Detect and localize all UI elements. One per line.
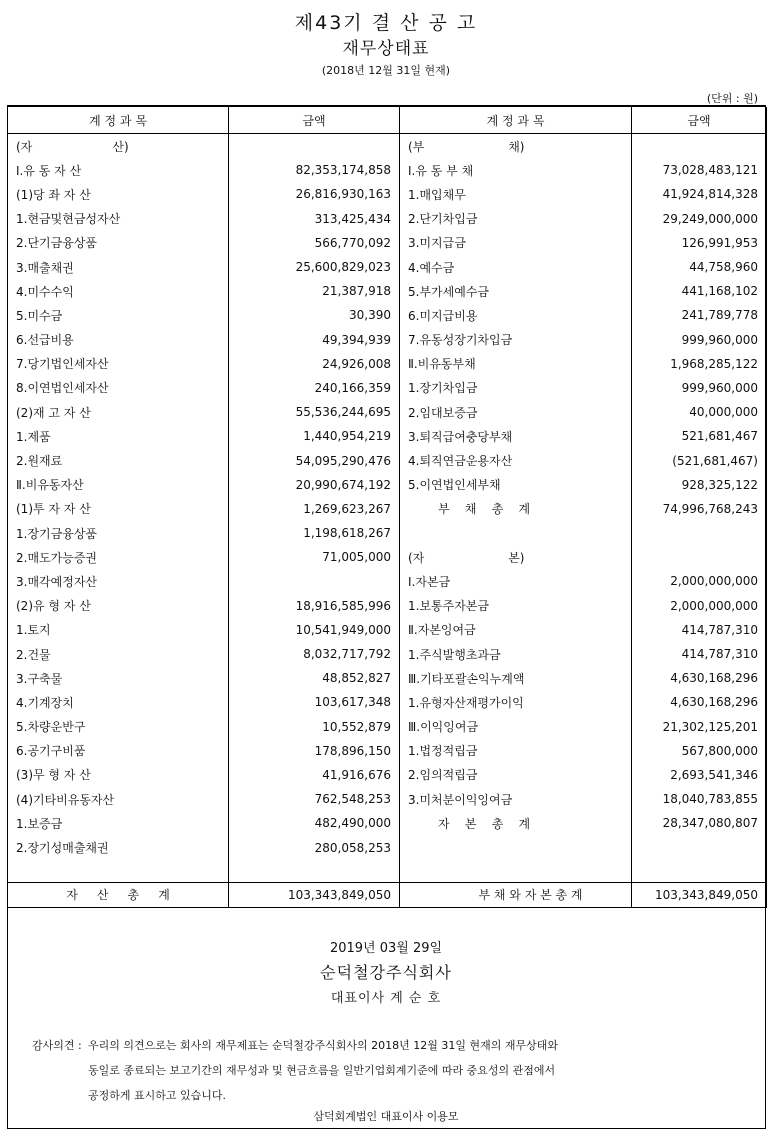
audit-opinion-line: 우리의 의견으로는 회사의 재무제표는 순덕철강주식회사의 2018년 12월 31일 현재의 재무상태와: [88, 1039, 558, 1052]
asset-account: (1)당 좌 자 산: [8, 182, 229, 206]
table-row: [8, 255, 767, 279]
asset-amount: 1,440,954,219: [229, 424, 400, 448]
asset-account: 5.차량운반구: [8, 715, 229, 739]
statement-title: 재무상태표: [342, 39, 430, 59]
asset-amount: 21,387,918: [229, 279, 400, 303]
table-row: [8, 182, 767, 206]
liability-account: Ⅰ.자본금: [400, 569, 632, 593]
asset-account: 1.장기금융상품: [8, 521, 229, 545]
table-row: [8, 352, 767, 376]
liability-account: (자 본): [400, 545, 632, 569]
liability-amount: 928,325,122: [632, 473, 767, 497]
liability-account: 3.미처분이익잉여금: [400, 787, 632, 811]
asset-amount: 280,058,253: [229, 835, 400, 859]
liability-amount: (521,681,467): [632, 448, 767, 472]
table-row: [8, 400, 767, 424]
liability-account: 1.법정적립금: [400, 739, 632, 763]
table-row: [8, 134, 767, 159]
liability-amount: 521,681,467: [632, 424, 767, 448]
table-row: [8, 303, 767, 327]
liability-account: 1.주식발행초과금: [400, 642, 632, 666]
table-row: [8, 666, 767, 690]
asset-amount: 240,166,359: [229, 376, 400, 400]
table-row: [8, 618, 767, 642]
table-row: [8, 690, 767, 714]
asset-account: 자 산 총 계: [8, 882, 229, 907]
asset-amount: 103,617,348: [229, 690, 400, 714]
asset-amount: 49,394,939: [229, 328, 400, 352]
liability-amount: [632, 545, 767, 569]
liability-amount: 1,968,285,122: [632, 352, 767, 376]
table-row: [8, 158, 767, 182]
header-amount-assets: 금액: [229, 107, 400, 134]
asset-account: 2.장기성매출채권: [8, 835, 229, 859]
empty-cell: [8, 860, 229, 883]
table-spacer-row: [8, 860, 767, 883]
empty-cell: [632, 860, 767, 883]
liability-account: 1.보통주자본금: [400, 594, 632, 618]
asset-amount: 10,541,949,000: [229, 618, 400, 642]
asset-account: 4.미수수익: [8, 279, 229, 303]
ceo-name: 대표이사 계 순 호: [330, 991, 442, 1006]
asset-account: 1.토지: [8, 618, 229, 642]
audit-opinion-line: 공정하게 표시하고 있습니다.: [88, 1089, 227, 1102]
liability-amount: [632, 521, 767, 545]
asset-account: 1.보증금: [8, 811, 229, 835]
liability-amount: 2,693,541,346: [632, 763, 767, 787]
asset-account: (4)기타비유동자산: [8, 787, 229, 811]
liability-amount: 999,960,000: [632, 328, 767, 352]
asset-account: 5.미수금: [8, 303, 229, 327]
liability-account: 자 본 총 계: [400, 811, 632, 835]
liability-amount: 29,249,000,000: [632, 207, 767, 231]
asset-amount: 30,390: [229, 303, 400, 327]
liability-amount: 40,000,000: [632, 400, 767, 424]
asset-amount: 18,916,585,996: [229, 594, 400, 618]
asset-amount: 48,852,827: [229, 666, 400, 690]
asset-account: 2.원재료: [8, 448, 229, 472]
asset-amount: 10,552,879: [229, 715, 400, 739]
liability-amount: 414,787,310: [632, 618, 767, 642]
asset-amount: 313,425,434: [229, 207, 400, 231]
table-row: [8, 835, 767, 859]
asset-account: 4.기계장치: [8, 690, 229, 714]
liability-amount: [632, 134, 767, 159]
totals-row: [8, 882, 767, 907]
liability-account: 2.임의적립금: [400, 763, 632, 787]
header-account-liabilities: 계 정 과 목: [400, 107, 632, 134]
liability-account: [400, 835, 632, 859]
asset-amount: 54,095,290,476: [229, 448, 400, 472]
asset-amount: [229, 134, 400, 159]
asset-amount: 482,490,000: [229, 811, 400, 835]
table-row: [8, 424, 767, 448]
audit-opinion-label: 감사의견 :: [32, 1039, 82, 1052]
header-amount-liabilities: 금액: [632, 107, 767, 134]
table-row: [8, 328, 767, 352]
asset-account: Ⅰ.유 동 자 산: [8, 158, 229, 182]
unit-label: (단위 : 원): [706, 92, 758, 105]
liability-account: Ⅲ.기타포괄손익누계액: [400, 666, 632, 690]
asset-account: (2)유 형 자 산: [8, 594, 229, 618]
asset-account: Ⅱ.비유동자산: [8, 473, 229, 497]
liability-amount: 21,302,125,201: [632, 715, 767, 739]
liability-amount: 567,800,000: [632, 739, 767, 763]
liability-account: 3.미지급금: [400, 231, 632, 255]
asset-amount: 41,916,676: [229, 763, 400, 787]
balance-sheet-table: [7, 107, 767, 908]
liability-amount: 2,000,000,000: [632, 594, 767, 618]
liability-amount: 28,347,080,807: [632, 811, 767, 835]
liability-amount: 103,343,849,050: [632, 882, 767, 907]
table-row: [8, 715, 767, 739]
table-row: [8, 376, 767, 400]
asset-account: 1.현금및현금성자산: [8, 207, 229, 231]
liability-amount: 414,787,310: [632, 642, 767, 666]
asset-account: 3.매각예정자산: [8, 569, 229, 593]
empty-cell: [400, 860, 632, 883]
audit-opinion-line: 동일로 종료되는 보고기간의 재무성과 및 현금흐름을 일반기업회계기준에 따라 중요성의 관점에서: [88, 1064, 556, 1077]
liability-amount: 4,630,168,296: [632, 690, 767, 714]
liability-account: 5.이연법인세부채: [400, 473, 632, 497]
liability-amount: 4,630,168,296: [632, 666, 767, 690]
table-row: [8, 521, 767, 545]
asset-amount: 1,198,618,267: [229, 521, 400, 545]
liability-account: 7.유동성장기차입금: [400, 328, 632, 352]
asset-amount: 55,536,244,695: [229, 400, 400, 424]
table-row: [8, 545, 767, 569]
as-of-date: (2018년 12월 31일 현재): [321, 64, 451, 77]
liability-account: 4.예수금: [400, 255, 632, 279]
liability-amount: 44,758,960: [632, 255, 767, 279]
announcement-date: 2019년 03월 29일: [329, 941, 443, 956]
liability-amount: 241,789,778: [632, 303, 767, 327]
liability-amount: 441,168,102: [632, 279, 767, 303]
liability-account: 6.미지급비용: [400, 303, 632, 327]
asset-amount: 82,353,174,858: [229, 158, 400, 182]
liability-amount: 73,028,483,121: [632, 158, 767, 182]
table-row: [8, 448, 767, 472]
table-row: [8, 569, 767, 593]
asset-amount: 103,343,849,050: [229, 882, 400, 907]
liability-account: 부 채 와 자 본 총 계: [400, 882, 632, 907]
liability-account: 1.유형자산재평가이익: [400, 690, 632, 714]
asset-account: 1.제품: [8, 424, 229, 448]
asset-account: 3.구축물: [8, 666, 229, 690]
asset-amount: 25,600,829,023: [229, 255, 400, 279]
asset-account: 2.건물: [8, 642, 229, 666]
liability-account: 5.부가세예수금: [400, 279, 632, 303]
liability-amount: 74,996,768,243: [632, 497, 767, 521]
header-account-assets: 계 정 과 목: [8, 107, 229, 134]
asset-account: (1)투 자 자 산: [8, 497, 229, 521]
liability-amount: 18,040,783,855: [632, 787, 767, 811]
liability-account: Ⅲ.이익잉여금: [400, 715, 632, 739]
asset-account: 8.이연법인세자산: [8, 376, 229, 400]
table-row: [8, 497, 767, 521]
asset-account: 2.매도가능증권: [8, 545, 229, 569]
liability-amount: 41,924,814,328: [632, 182, 767, 206]
liability-account: 1.장기차입금: [400, 376, 632, 400]
liability-amount: 999,960,000: [632, 376, 767, 400]
asset-amount: [229, 569, 400, 593]
asset-account: 6.공기구비품: [8, 739, 229, 763]
liability-amount: 126,991,953: [632, 231, 767, 255]
table-row: [8, 739, 767, 763]
asset-amount: 178,896,150: [229, 739, 400, 763]
table-row: [8, 763, 767, 787]
asset-account: 3.매출채권: [8, 255, 229, 279]
asset-account: (자 산): [8, 134, 229, 159]
asset-amount: 566,770,092: [229, 231, 400, 255]
liability-amount: [632, 835, 767, 859]
table-row: [8, 473, 767, 497]
liability-account: [400, 521, 632, 545]
asset-account: (3)무 형 자 산: [8, 763, 229, 787]
asset-amount: 762,548,253: [229, 787, 400, 811]
table-row: [8, 594, 767, 618]
table-row: [8, 811, 767, 835]
table-row: [8, 787, 767, 811]
liability-account: 4.퇴직연금운용자산: [400, 448, 632, 472]
table-row: [8, 642, 767, 666]
asset-amount: 1,269,623,267: [229, 497, 400, 521]
liability-account: Ⅰ.유 동 부 채: [400, 158, 632, 182]
asset-account: (2)재 고 자 산: [8, 400, 229, 424]
liability-account: 부 채 총 계: [400, 497, 632, 521]
liability-account: 2.단기차입금: [400, 207, 632, 231]
liability-account: 2.임대보증금: [400, 400, 632, 424]
asset-account: 6.선급비용: [8, 328, 229, 352]
asset-amount: 24,926,008: [229, 352, 400, 376]
table-header-row: [8, 107, 767, 134]
asset-account: 2.단기금융상품: [8, 231, 229, 255]
liability-amount: 2,000,000,000: [632, 569, 767, 593]
table-row: [8, 279, 767, 303]
liability-account: Ⅱ.비유동부채: [400, 352, 632, 376]
asset-amount: 71,005,000: [229, 545, 400, 569]
table-row: [8, 207, 767, 231]
company-name: 순덕철강주식회사: [320, 963, 452, 982]
liability-account: 3.퇴직급여충당부채: [400, 424, 632, 448]
asset-amount: 26,816,930,163: [229, 182, 400, 206]
table-row: [8, 231, 767, 255]
empty-cell: [229, 860, 400, 883]
notice-title: 제43기 결 산 공 고: [294, 12, 478, 34]
liability-account: Ⅱ.자본잉여금: [400, 618, 632, 642]
asset-amount: 8,032,717,792: [229, 642, 400, 666]
asset-account: 7.당기법인세자산: [8, 352, 229, 376]
liability-account: (부 채): [400, 134, 632, 159]
auditor-name: 삼덕회계법인 대표이사 이용모: [313, 1110, 459, 1123]
liability-account: 1.매입채무: [400, 182, 632, 206]
asset-amount: 20,990,674,192: [229, 473, 400, 497]
